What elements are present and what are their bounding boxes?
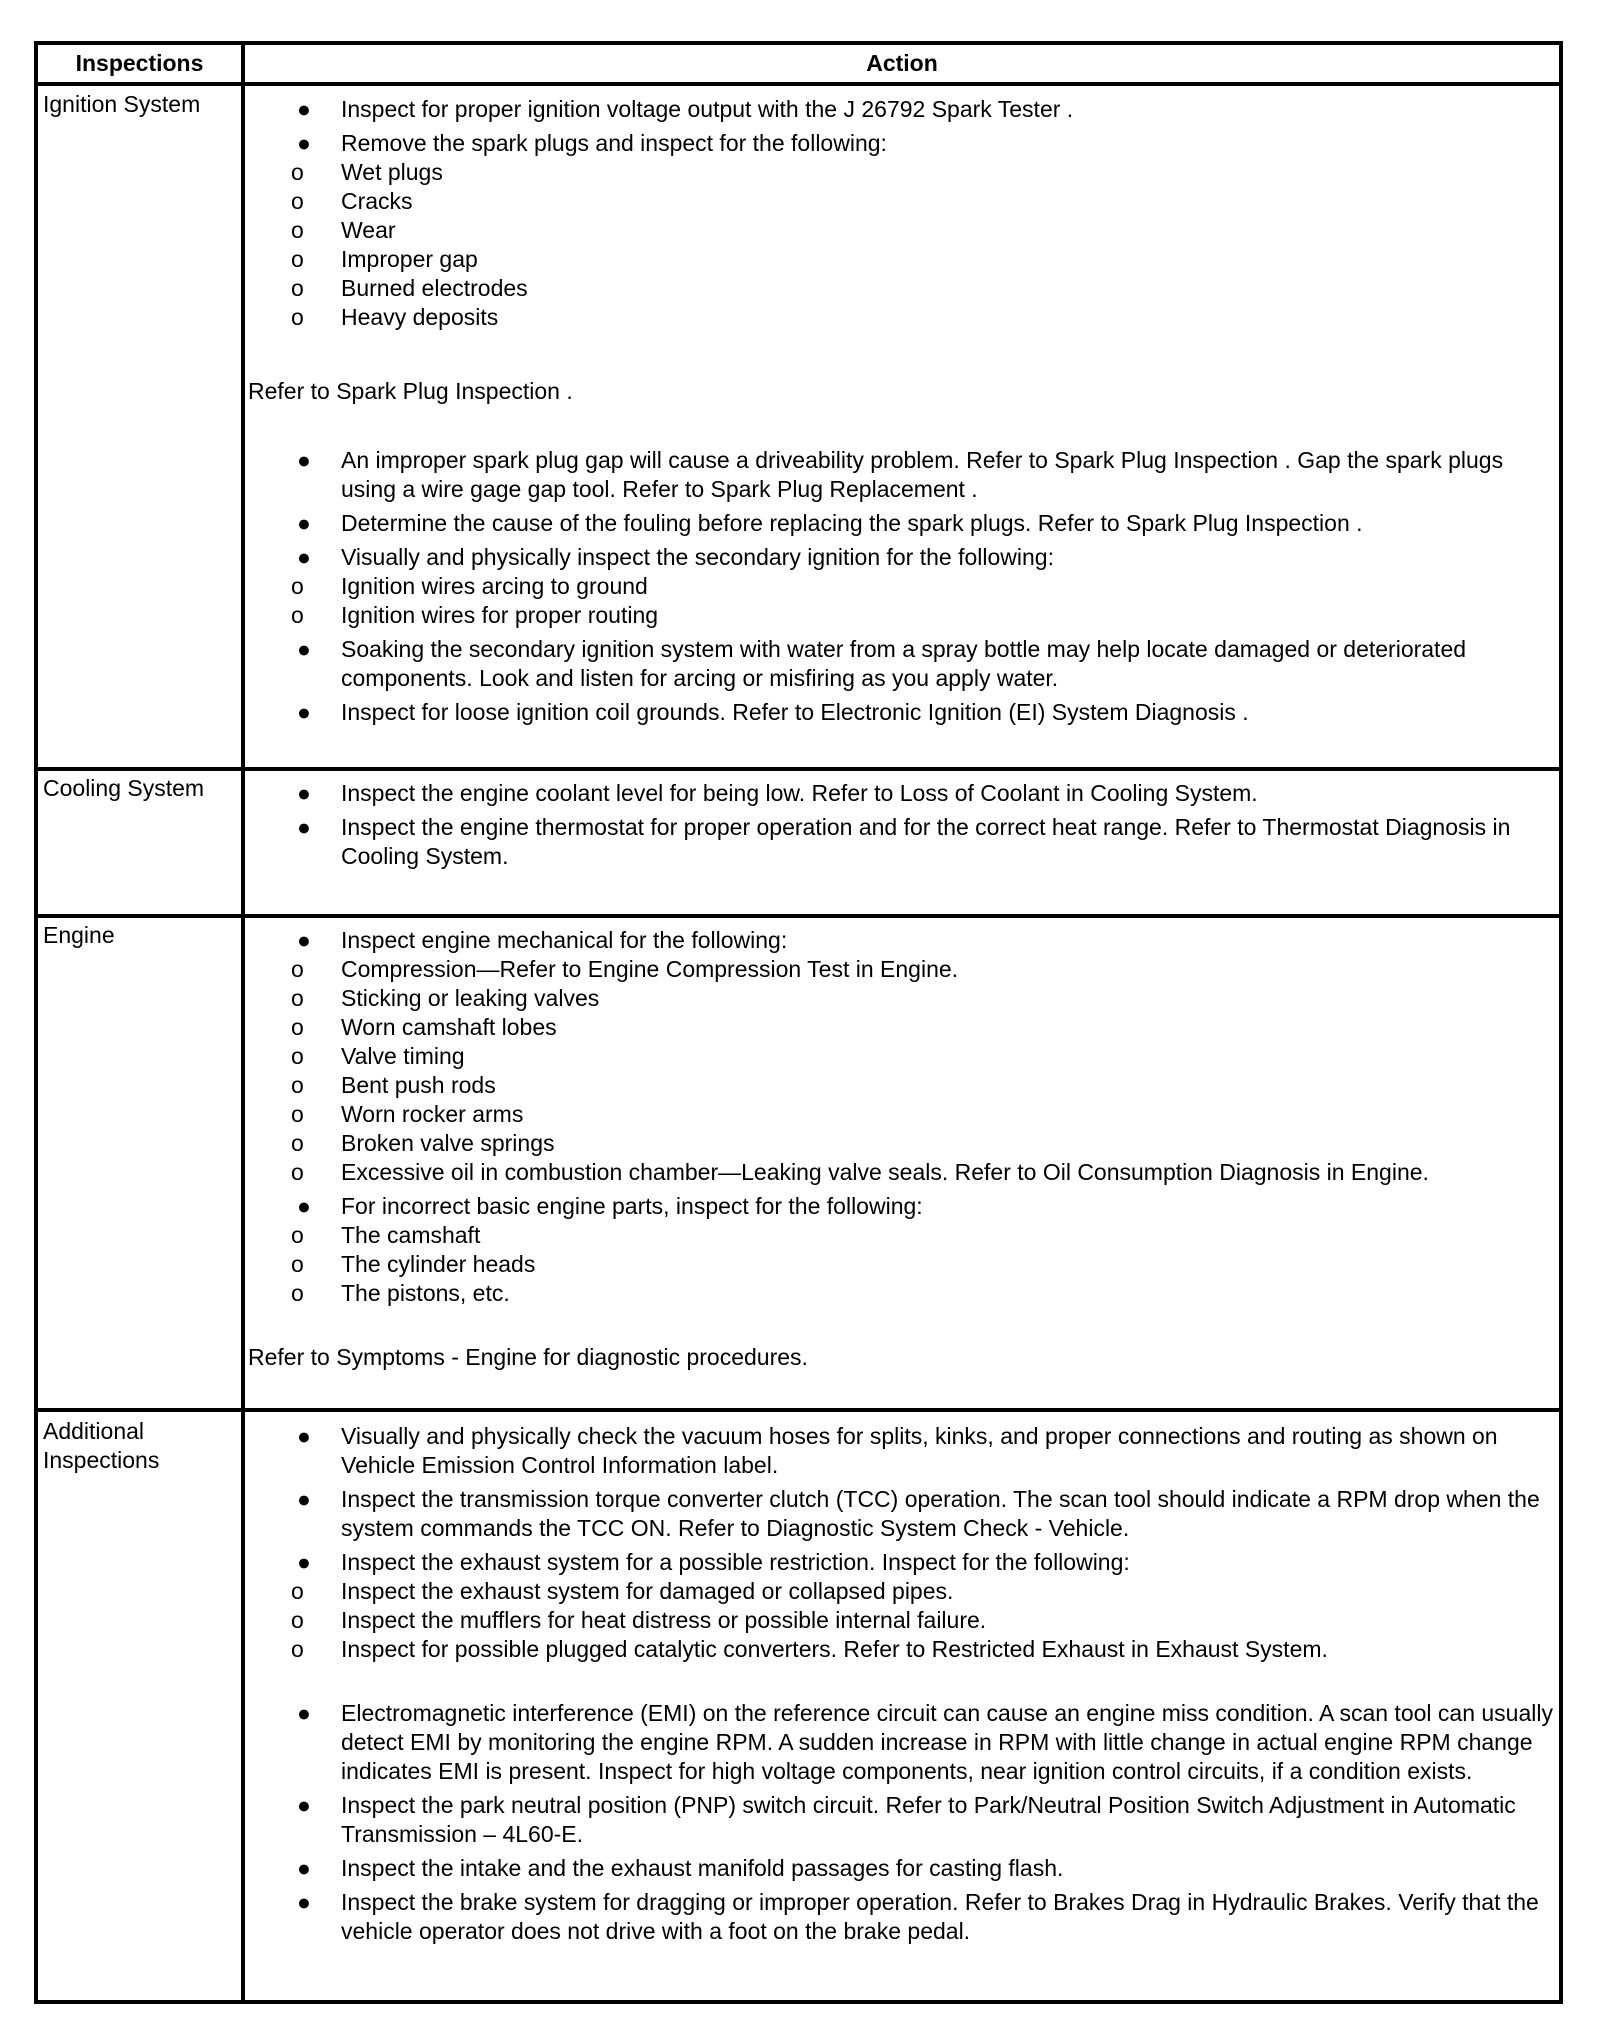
list-item: ● Electromagnetic interference (EMI) on the reference circuit can cause an engine miss condition. A scan tool can usually detect EMI by monitoring the engine RPM. A sudden increase in RPM with little change in actual engine RPM change indicates EMI is present. Inspect for high voltage components, near ignition control circuits, if a condition exists. [297,1700,1553,1784]
row-divider [38,82,1559,86]
list-item: ● Determine the cause of the fouling before replacing the spark plugs. Refer to Spark Plug Inspection . [297,510,1363,536]
row-divider [38,1408,1559,1412]
sub-list-item: o Worn camshaft lobes [291,1014,557,1040]
sub-list-item: o Inspect the mufflers for heat distress or possible internal failure. [291,1607,987,1633]
sub-list-item: o Inspect for possible plugged catalytic converters. Refer to Restricted Exhaust in Exhaust System. [291,1636,1328,1662]
sub-list-item: o Burned electrodes [291,275,528,301]
list-item: ● Inspect the engine coolant level for being low. Refer to Loss of Coolant in Cooling System. [297,780,1258,806]
list-item: ● Inspect engine mechanical for the following: o Compression—Refer to Engine Compression Test in Engine. o Sticking or leaking valves o Worn camshaft lobes o Valve timing o Bent push rods o Worn rocker arms o Broken valve springs o Excessive oil in combustion chamber—Leaking valve seals. Refer to Oil Consumption Diagnosis in Engine. [248,926,1562,1187]
refer-text: Refer to Spark Plug Inspection . [248,378,573,404]
sub-list-item: o The pistons, etc. [291,1280,510,1306]
row-label-additional: Additional Inspections [43,1418,160,1473]
list-item: ● Visually and physically inspect the secondary ignition for the following: o Ignition wires arcing to ground o Ignition wires for proper routing [248,543,1562,630]
list-item: ● Inspect for loose ignition coil grounds. Refer to Electronic Ignition (EI) System Diagnosis . [297,699,1249,725]
sub-list-item: o Ignition wires arcing to ground [291,573,648,599]
list-item: ● Visually and physically check the vacuum hoses for splits, kinks, and proper connections and routing as shown on Vehicle Emission Control Information label. [297,1423,1498,1478]
row-divider [38,767,1559,771]
row-divider [38,914,1559,918]
sub-list-item: o Worn rocker arms [291,1101,524,1127]
list-item: ● Soaking the secondary ignition system with water from a spray bottle may help locate damaged or deteriorated components. Look and listen for arcing or misfiring as you apply water. [297,636,1467,691]
refer-text: Refer to Symptoms - Engine for diagnostic procedures. [248,1344,808,1370]
row-label-ignition: Ignition System [43,91,201,117]
sub-list-item: o Sticking or leaking valves [291,985,600,1011]
list-item: ● Inspect the exhaust system for a possible restriction. Inspect for the following: o Inspect the exhaust system for damaged or collapsed pipes. o Inspect the mufflers for heat distress or possible internal failure. o Inspect for possible plugged catalytic converters. Refer to Restricted Exhaust in Exhaust System. [248,1548,1562,1664]
row-label-engine: Engine [43,922,115,948]
sub-list-item: o The cylinder heads [291,1251,536,1277]
list-item: ● Inspect the transmission torque converter clutch (TCC) operation. The scan tool should indicate a RPM drop when the system commands the TCC ON. Refer to Diagnostic System Check - Vehicle. [297,1486,1540,1541]
sub-list-item: o Heavy deposits [291,304,499,330]
sub-list-item: o Wet plugs [291,159,443,185]
list-item: ● For incorrect basic engine parts, inspect for the following: o The camshaft o The cylinder heads o The pistons, etc. [248,1192,1562,1308]
action-cooling [248,779,1566,876]
list-item: ● Inspect the brake system for dragging or improper operation. Refer to Brakes Drag in Hydraulic Brakes. Verify that the vehicle operator does not drive with a foot on the brake pedal. [297,1889,1539,1944]
sub-list-item: o Excessive oil in combustion chamber—Leaking valve seals. Refer to Oil Consumption Diagnosis in Engine. [291,1159,1429,1185]
action-additional [248,1422,1566,1951]
list-item: ● Inspect the park neutral position (PNP) switch circuit. Refer to Park/Neutral Position Switch Adjustment in Automatic Transmission – 4L60-E. [297,1792,1516,1847]
header-action: Action [866,50,938,76]
inspections-table [34,41,1563,2004]
sub-list-item: o Inspect the exhaust system for damaged or collapsed pipes. [291,1578,954,1604]
list-item: ● Inspect for proper ignition voltage output with the J 26792 Spark Tester . [297,96,1074,122]
sub-list-item: o Bent push rods [291,1072,496,1098]
sub-list-item: o Broken valve springs [291,1130,555,1156]
sub-list-item: o Improper gap [291,246,478,272]
list-item: ● Inspect the engine thermostat for proper operation and for the correct heat range. Refer to Thermostat Diagnosis in Cooling System. [297,814,1511,869]
sub-list-item: o Wear [291,217,396,243]
sub-list-item: o Compression—Refer to Engine Compression Test in Engine. [291,956,959,982]
action-engine [248,926,1566,1372]
list-item: ● Remove the spark plugs and inspect for the following: o Wet plugs o Cracks o Wear o Improper gap o Burned electrodes o Heavy deposits [248,129,1562,332]
sub-list-item: o The camshaft [291,1222,481,1248]
sub-list-item: o Cracks [291,188,413,214]
list-item: ● Inspect the intake and the exhaust manifold passages for casting flash. [297,1855,1064,1881]
header-inspections: Inspections [75,50,204,76]
list-item: ● An improper spark plug gap will cause a driveability problem. Refer to Spark Plug Inspection . Gap the spark plugs using a wire gage gap tool. Refer to Spark Plug Replacement . [297,447,1504,502]
row-label-cooling: Cooling System [43,775,205,801]
action-ignition [248,95,1566,732]
sub-list-item: o Ignition wires for proper routing [291,602,659,628]
sub-list-item: o Valve timing [291,1043,465,1069]
